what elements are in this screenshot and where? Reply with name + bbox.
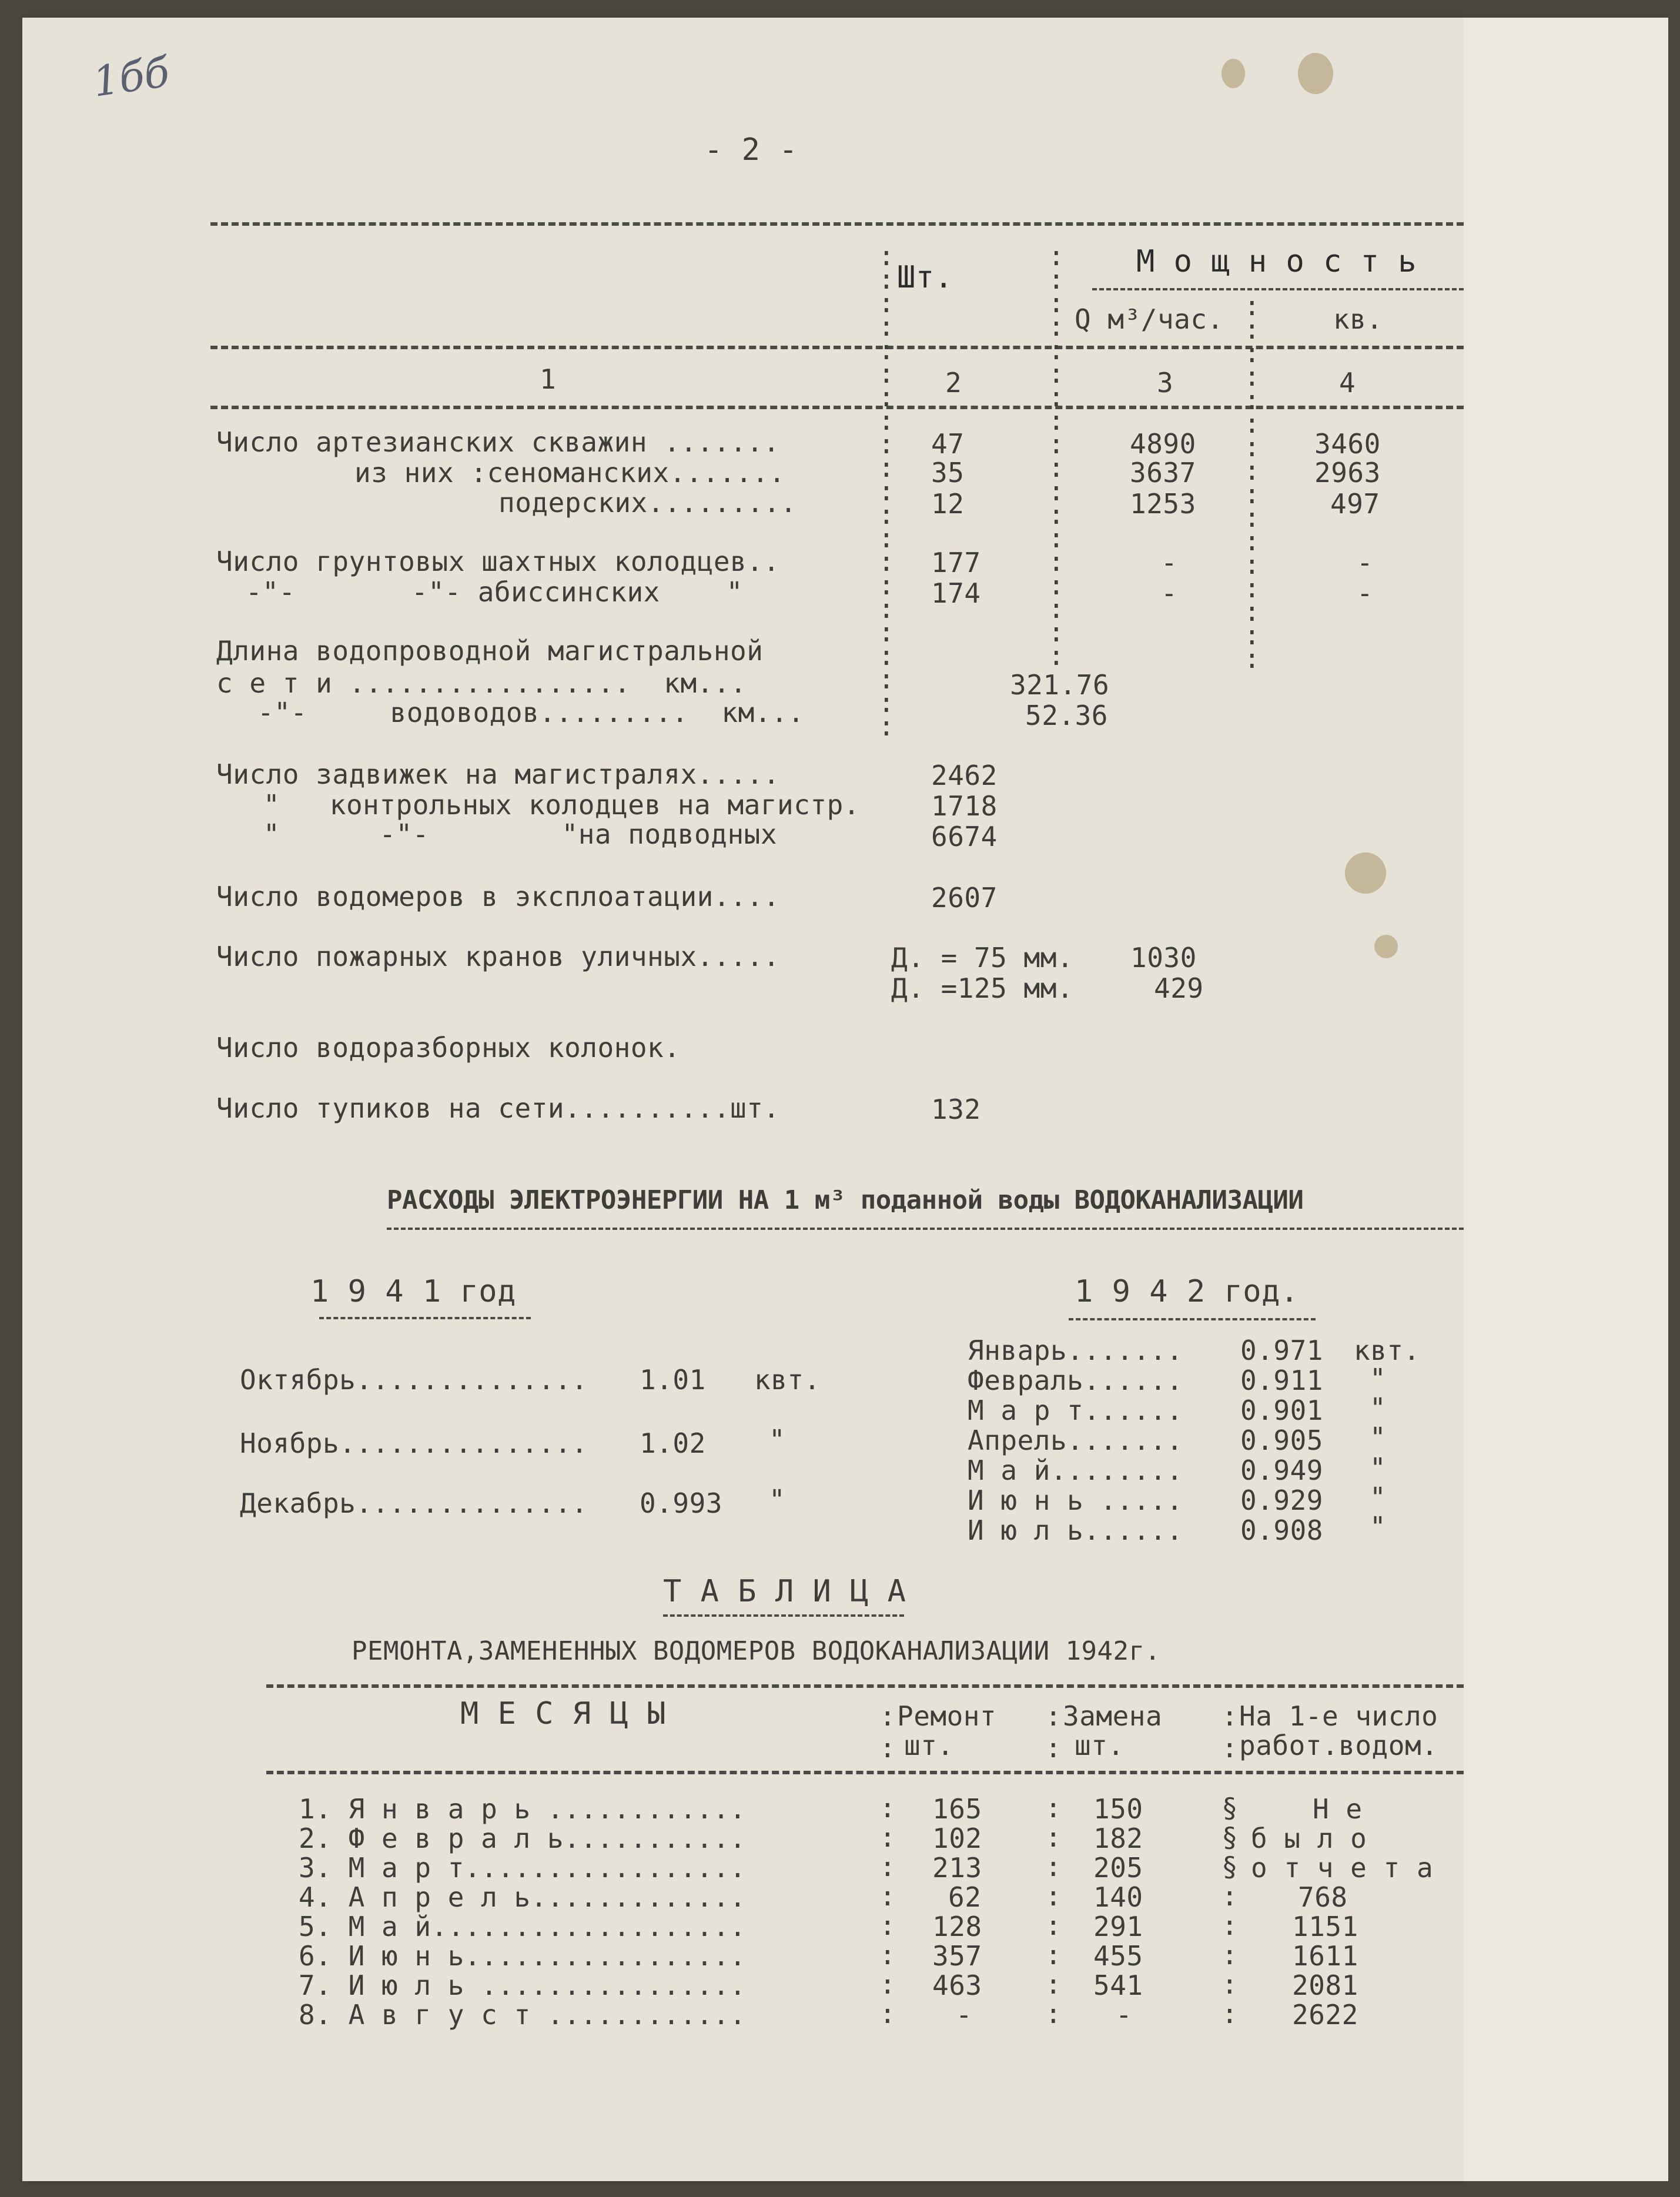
header-replace-unit: шт. (1075, 1730, 1125, 1761)
unit-1942: " (1370, 1511, 1387, 1543)
divider-line (266, 1771, 1464, 1774)
header-repair: Ремонт (897, 1700, 997, 1732)
month-1942: Апрель....... (968, 1424, 1183, 1456)
column-separator: : : : : : : : : : : : : : : : : : : : : : (878, 240, 895, 742)
col-number: 2 (945, 367, 962, 399)
value-1941: 0.993 (640, 1487, 722, 1519)
repair-row-month: 2. Ф е в р а л ь........... (299, 1823, 747, 1854)
month-1942: М а й........ (968, 1454, 1183, 1486)
month-1942: И ю л ь...... (968, 1514, 1183, 1546)
month-1942: Январь....... (968, 1335, 1183, 1366)
row-label: подерских......... (498, 487, 797, 519)
energy-title: РАСХОДЫ ЭЛЕКТРОЭНЕРГИИ НА 1 м³ поданной воды ВОДОКАНАЛИЗАЦИИ (387, 1185, 1304, 1215)
unit-1942: " (1370, 1422, 1387, 1453)
margin-handwritten-note: 1бб (89, 48, 173, 106)
row-qty: 12 (931, 488, 965, 520)
row-flow: - (1161, 577, 1178, 609)
row-label: Число задвижек на магистралях..... (216, 758, 780, 790)
paper-stain (1345, 852, 1386, 894)
repair-row-month: 5. М а й................... (299, 1911, 747, 1942)
divider-line (266, 1684, 1464, 1688)
hydrant-count: 429 (1154, 972, 1204, 1004)
col-header-kw: кв. (1333, 303, 1383, 335)
paper-stain (1298, 53, 1333, 94)
unit-1942: " (1370, 1452, 1387, 1484)
replace-row-count: 291 (1093, 1911, 1143, 1942)
hydrant-diameter: Д. = 75 мм. (891, 942, 1074, 974)
row-value: 52.36 (1025, 700, 1108, 731)
row-separators: : : : : : : : : (879, 1792, 896, 2029)
typewritten-page (22, 18, 1464, 2181)
working-row-count: 1151 (1292, 1911, 1358, 1942)
row-label: Число водомеров в эксплоатации.... (216, 881, 780, 912)
col-number: 4 (1339, 367, 1356, 399)
col-header-qty: Шт. (897, 260, 953, 295)
row-kw: 2963 (1314, 457, 1381, 489)
row-kw: 497 (1330, 488, 1380, 520)
row-flow: 3637 (1130, 457, 1196, 489)
header-separator: : : (1045, 1700, 1062, 1764)
heading-underline (663, 1614, 904, 1617)
value-1942: 0.929 (1240, 1484, 1323, 1516)
row-value: 321.76 (1010, 669, 1110, 701)
row-qty: 174 (931, 577, 981, 609)
row-label: " -"- "на подводных (263, 818, 778, 850)
repair-row-month: 4. А п р е л ь............. (299, 1881, 747, 1913)
row-qty: 177 (931, 547, 981, 578)
column-separator: : : : : : : : : : : : : : : : : : : (1048, 240, 1065, 671)
divider-line (1092, 288, 1464, 290)
value-1942: 0.949 (1240, 1454, 1323, 1486)
month-1942: И ю н ь ..... (968, 1484, 1183, 1516)
paper-stain (1221, 59, 1245, 88)
row-separators: § § § : : : : : (1221, 1792, 1239, 2029)
row-value: 6674 (931, 821, 998, 852)
heading-underline (1069, 1318, 1316, 1320)
row-value: 1718 (931, 790, 998, 822)
working-row-count: о т ч е т а (1251, 1852, 1434, 1884)
row-label: " контрольных колодцев на магистр. (263, 789, 860, 821)
replace-row-count: 150 (1093, 1793, 1143, 1825)
row-label: -"- -"- абиссинских " (246, 576, 743, 608)
col-header-flow: Q м³/час. (1075, 303, 1224, 335)
month-1942: М а р т...... (968, 1395, 1183, 1426)
repair-row-count: 165 (932, 1793, 982, 1825)
year-1942-heading: 1 9 4 2 год. (1075, 1274, 1299, 1309)
unit-1941: " (769, 1484, 786, 1516)
header-separator: : : (879, 1700, 896, 1764)
divider-line (387, 1228, 1464, 1230)
paper-stain (1374, 935, 1398, 958)
header-working-sub: работ.водом. (1239, 1730, 1438, 1761)
month-1941: Ноябрь............... (240, 1427, 588, 1459)
unit-1942: " (1370, 1392, 1387, 1424)
document-sheet (22, 18, 1668, 2181)
month-1941: Октябрь.............. (240, 1364, 588, 1396)
heading-underline (319, 1317, 531, 1319)
working-row-count: б ы л о (1251, 1823, 1367, 1854)
repair-row-count: 463 (932, 1969, 982, 2001)
col-header-capacity: М о щ н о с т ь (1136, 244, 1417, 279)
working-row-count: 2081 (1292, 1969, 1358, 2001)
replace-row-count: 140 (1093, 1881, 1143, 1913)
row-qty: 35 (931, 457, 965, 489)
divider-line (210, 222, 1464, 226)
hydrant-count: 1030 (1130, 942, 1197, 974)
replace-row-count: 541 (1093, 1969, 1143, 2001)
row-label: с е т и ................. км... (216, 667, 747, 699)
row-label: Длина водопроводной магистральной (216, 635, 764, 667)
row-kw: - (1357, 577, 1374, 609)
hydrant-diameter: Д. =125 мм. (891, 972, 1074, 1004)
col-number: 3 (1157, 367, 1174, 399)
row-flow: 4890 (1130, 428, 1196, 460)
blank-paper-overlay (1464, 18, 1668, 2181)
row-kw: - (1357, 547, 1374, 578)
repair-row-count: 102 (932, 1823, 982, 1854)
row-label: -"- водоводов......... км... (257, 697, 805, 728)
unit-1941: " (769, 1424, 786, 1456)
month-1942: Февраль...... (968, 1365, 1183, 1396)
value-1942: 0.971 (1240, 1335, 1323, 1366)
repair-row-count: - (956, 1999, 973, 2031)
row-separators: : : : : : : : : (1045, 1792, 1062, 2029)
row-flow: - (1161, 547, 1178, 578)
value-1942: 0.911 (1240, 1365, 1323, 1396)
row-qty: 47 (931, 428, 965, 460)
row-label: из них :сеноманских....... (354, 457, 786, 489)
row-value: 2462 (931, 760, 998, 791)
value-1942: 0.908 (1240, 1514, 1323, 1546)
working-row-count: 1611 (1292, 1940, 1358, 1972)
replace-row-count: 455 (1093, 1940, 1143, 1972)
row-label: Число пожарных кранов уличных..... (216, 941, 780, 972)
replace-row-count: 182 (1093, 1823, 1143, 1854)
value-1941: 1.01 (640, 1364, 706, 1396)
repair-row-month: 1. Я н в а р ь ............ (299, 1793, 747, 1825)
month-1941: Декабрь.............. (240, 1487, 588, 1519)
header-working: На 1-е число (1239, 1700, 1438, 1732)
repair-table-subtitle: РЕМОНТА,ЗАМЕНЕННЫХ ВОДОМЕРОВ ВОДОКАНАЛИЗАЦИИ 1942г. (352, 1636, 1161, 1666)
header-month: М Е С Я Ц Ы (460, 1696, 666, 1731)
unit-1942: квт. (1354, 1335, 1420, 1366)
repair-table-title: Т А Б Л И Ц А (663, 1574, 906, 1609)
replace-row-count: - (1116, 1999, 1133, 2031)
row-value: 2607 (931, 882, 998, 914)
column-separator: : : : : : : : : : : : : : : : : (1244, 290, 1261, 674)
year-1941-heading: 1 9 4 1 год (310, 1274, 516, 1309)
repair-row-month: 3. М а р т................. (299, 1852, 747, 1884)
replace-row-count: 205 (1093, 1852, 1143, 1884)
header-replace: Замена (1063, 1700, 1163, 1732)
repair-row-count: 128 (932, 1911, 982, 1942)
divider-line (210, 406, 1464, 409)
repair-row-count: 357 (932, 1940, 982, 1972)
header-repair-unit: шт. (904, 1730, 954, 1761)
repair-row-month: 6. И ю н ь................. (299, 1940, 747, 1972)
repair-row-month: 8. А в г у с т ............ (299, 1999, 747, 2031)
value-1941: 1.02 (640, 1427, 706, 1459)
header-separator: : : (1221, 1700, 1239, 1764)
row-kw: 3460 (1314, 428, 1381, 460)
repair-row-count: 213 (932, 1852, 982, 1884)
working-row-count: 2622 (1292, 1999, 1358, 2031)
page-number: - 2 - (704, 132, 798, 168)
repair-row-count: 62 (948, 1881, 982, 1913)
unit-1942: " (1370, 1482, 1387, 1513)
working-row-count: Н е (1313, 1793, 1363, 1825)
working-row-count: 768 (1298, 1881, 1348, 1913)
row-label: Число артезианских скважин ....... (216, 426, 780, 458)
unit-1942: " (1370, 1363, 1387, 1395)
divider-line (210, 346, 1464, 349)
col-number: 1 (540, 363, 557, 395)
repair-row-month: 7. И ю л ь ................ (299, 1969, 747, 2001)
unit-1941: квт. (754, 1364, 821, 1396)
value-1942: 0.901 (1240, 1395, 1323, 1426)
row-label: Число водоразборных колонок. (216, 1032, 681, 1064)
value-1942: 0.905 (1240, 1424, 1323, 1456)
row-flow: 1253 (1130, 488, 1196, 520)
row-label: Число грунтовых шахтных колодцев.. (216, 546, 780, 577)
row-value: 132 (931, 1094, 981, 1125)
row-label: Число тупиков на сети..........шт. (216, 1092, 780, 1124)
